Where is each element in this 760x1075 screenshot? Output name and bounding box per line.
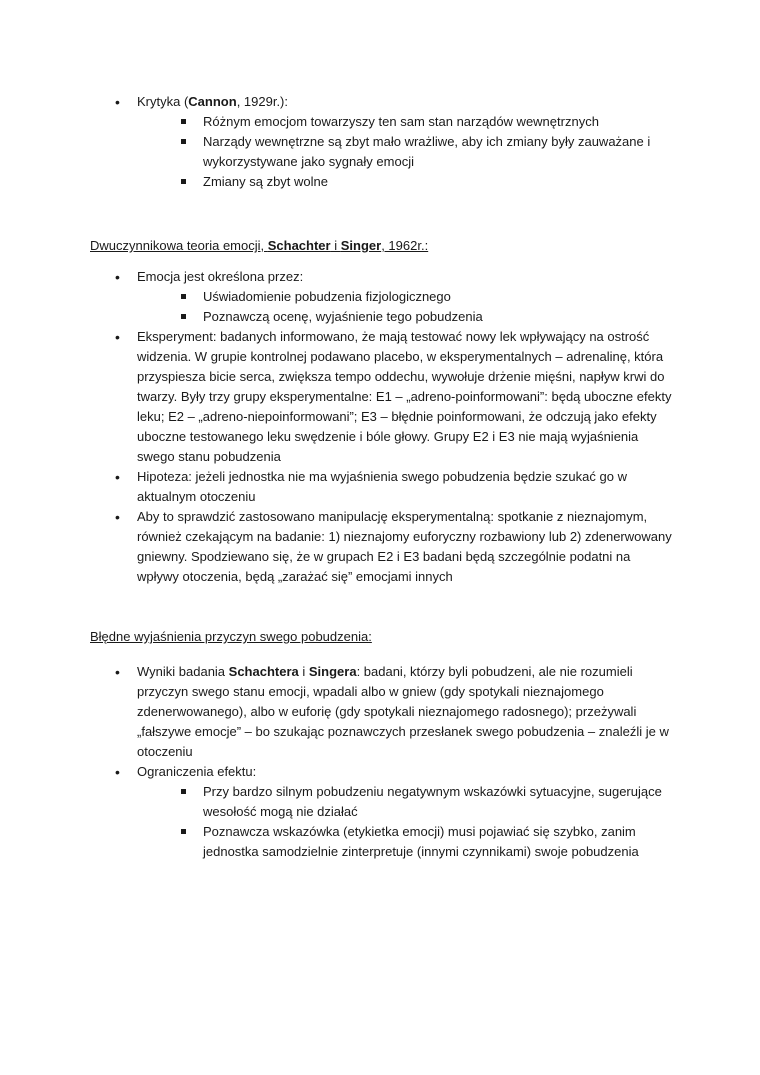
emotion-defined-bullet bbox=[115, 267, 675, 327]
schachter-name: Schachtera bbox=[228, 664, 299, 679]
criticism-point: Narządy wewnętrzne są zbyt mało wrażliwe, aby ich zmiany były zauważane i wykorzystywane jako sygnały emocji bbox=[181, 132, 675, 172]
heading-post: , 1962r.: bbox=[381, 238, 429, 253]
results-bullet bbox=[115, 662, 675, 762]
emotion-factor: Poznawczą ocenę, wyjaśnienie tego pobudzenia bbox=[181, 307, 675, 327]
cannon-name: Cannon bbox=[188, 94, 237, 109]
heading-and: i bbox=[330, 238, 341, 253]
misattribution-list bbox=[115, 662, 675, 862]
two-factor-theory-heading bbox=[90, 236, 428, 256]
limitation-point: Poznawcza wskazówka (etykietka emocji) musi pojawiać się szybko, zanim jednostka samodzielnie zinterpretuje (innymi czynnikami) swoje pobudzenia bbox=[181, 822, 675, 862]
singer-name: Singera bbox=[308, 664, 357, 679]
criticism-list bbox=[115, 92, 675, 192]
limitation-point: Przy bardzo silnym pobudzeniu negatywnym wskazówki sytuacyjne, sugerujące wesołość mogą nie działać bbox=[181, 782, 675, 822]
limitations-text: Ograniczenia efektu: bbox=[137, 764, 257, 779]
criticism-sublist bbox=[137, 112, 675, 192]
singer-name: Singer bbox=[340, 238, 382, 253]
emotion-defined-text: Emocja jest określona przez: bbox=[137, 269, 304, 284]
emotion-factor: Uświadomienie pobudzenia fizjologicznego bbox=[181, 287, 675, 307]
criticism-pre: Krytyka ( bbox=[137, 94, 189, 109]
experiment-bullet: • Eksperyment: badanych informowano, że mają testować nowy lek wpływający na ostrość widzenia. W grupie kontrolnej podawano placebo, w eksperymentalnych – adrenalinę, która przyspiesza bicie serca, zwiększa tempo oddechu, wywołuje drżenie mięśni, napływ krwi do twarzy. Były trzy grupy eksperymentalne: E1 – „adreno-poinformowani”: będą uboczne efekty leku; E2 – „adreno-niepoinformowani”; E3 – błędnie poinformowani, że odczują jako efekty uboczne testowanego leku swędzenie i bóle głowy. Grupy E2 i E3 nie mają wyjaśnienia swego stanu pobudzenia bbox=[115, 327, 675, 467]
misattribution-heading: Błędne wyjaśnienia przyczyn swego pobudzenia: bbox=[90, 629, 372, 644]
two-factor-list bbox=[115, 267, 675, 587]
limitations-bullet bbox=[115, 762, 675, 862]
emotion-defined-sublist bbox=[137, 287, 675, 327]
criticism-bullet bbox=[115, 92, 675, 192]
heading-pre: Dwuczynnikowa teoria emocji, bbox=[90, 238, 268, 253]
criticism-point: Zmiany są zbyt wolne bbox=[181, 172, 675, 192]
results-pre: Wyniki badania bbox=[137, 664, 229, 679]
criticism-post: , 1929r.): bbox=[236, 94, 288, 109]
limitations-sublist bbox=[137, 782, 675, 862]
schachter-name: Schachter bbox=[267, 238, 331, 253]
results-and: i bbox=[298, 664, 309, 679]
criticism-point: Różnym emocjom towarzyszy ten sam stan narządów wewnętrznych bbox=[181, 112, 675, 132]
hypothesis-bullet: • Hipoteza: jeżeli jednostka nie ma wyjaśnienia swego pobudzenia będzie szukać go w aktualnym otoczeniu bbox=[115, 467, 675, 507]
manipulation-bullet: • Aby to sprawdzić zastosowano manipulację eksperymentalną: spotkanie z nieznajomym, również czekającym na badanie: 1) nieznajomy euforyczny rozbawiony lub 2) zdenerwowany gniewny. Spodziewano się, że w grupach E2 i E3 badani będą szczególnie podatni na wpływy otoczenia, będą „zarażać się” emocjami innych bbox=[115, 507, 675, 587]
results-post: : badani, którzy byli pobudzeni, ale nie rozumieli przyczyn swego stanu emocji, wpadali albo w gniew (gdy spotykali nieznajomego zdenerwowanego), albo w euforię (gdy spotykali nieznajomego radosnego); przeżywali „fałszywe emocje” – bo szukając poznawczych przesłanek swego pobudzenia – znaleźli je w otoczeniu bbox=[137, 664, 669, 759]
